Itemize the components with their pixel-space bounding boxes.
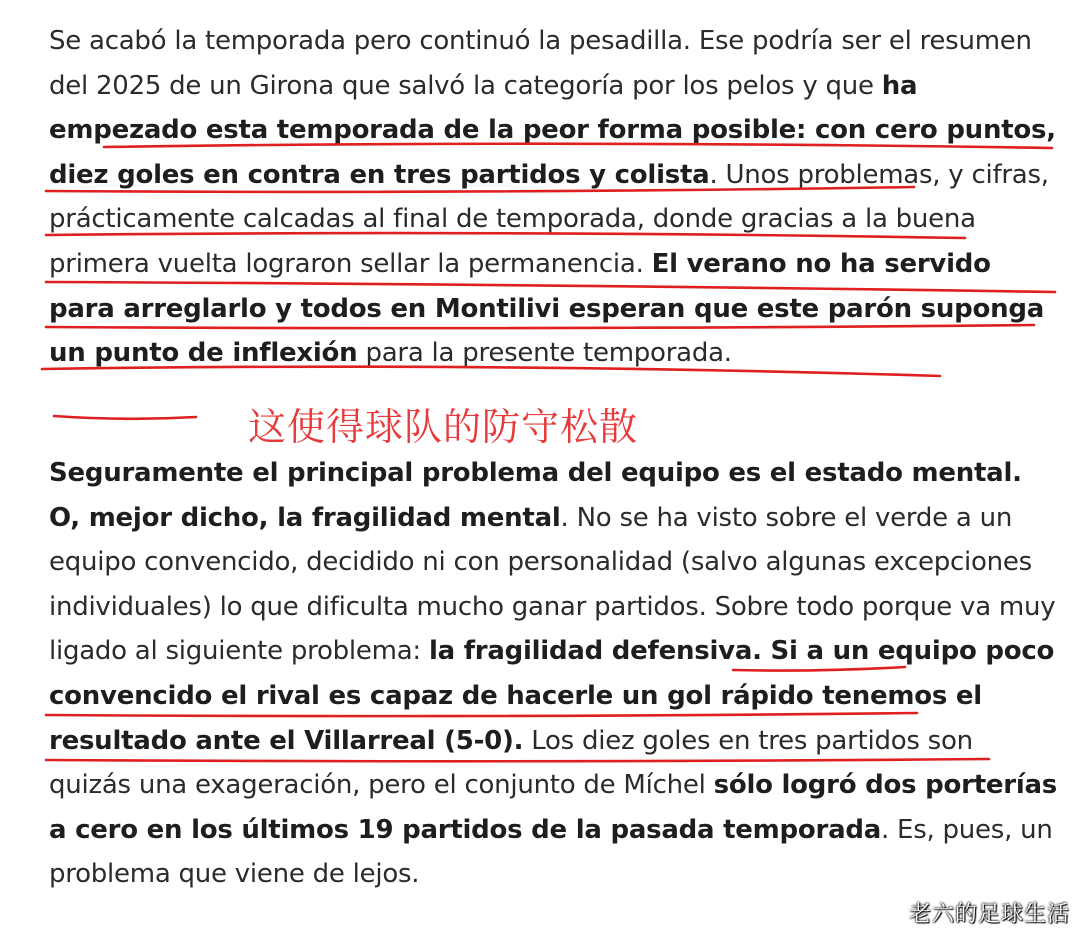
p2-bold-2: la fragilidad defensiva. Si a un equipo poco convencido el rival es capaz de hacerle un gol rápido tenemos el resultado ante el Villarreal (5-0). (49, 636, 1055, 756)
underline-mark (54, 416, 196, 419)
p2-text-2: Los diez goles en tres partidos son quizás una exageración, pero el conjunto de Míchel (49, 725, 973, 801)
p2-bold-1: Seguramente el principal problema del equipo es el estado mental. O, mejor dicho, la fragilidad mental (49, 458, 1022, 533)
p2-text-3: . Es, pues, un problema que viene de lejos. (49, 814, 1053, 890)
p1-text-1: Se acabó la temporada pero continuó la pesadilla. Ese podría ser el resumen del 2025 de un Girona que salvó la categoría por los pelos y que (49, 26, 1032, 101)
p2-text-1: . No se ha visto sobre el verde a un equipo convencido, decidido ni con personalidad (salvo algunas excepciones individuales) lo que dificulta mucho ganar partidos. Sobre todo porque va muy ligado al siguiente problema: (49, 502, 1056, 667)
paragraph-2 (49, 451, 1059, 897)
watermark: 老六的足球生活 (908, 902, 1070, 927)
p1-bold-1: ha empezado esta temporada de la peor forma posible: con cero puntos, diez goles en contra en tres partidos y colista (49, 70, 1056, 190)
handwritten-annotation: 这使得球队的防守松散 (248, 405, 639, 449)
p1-bold-2: El verano no ha servido para arreglarlo y todos en Montilivi esperan que este parón suponga un punto de inflexión (49, 248, 1045, 369)
p1-text-3: para la presente temporada. (357, 338, 732, 369)
p2-bold-3: sólo logró dos porterías a cero en los últimos 19 partidos de la pasada temporada (49, 770, 1058, 845)
paragraph-1 (49, 19, 1059, 376)
p1-text-2: . Unos problemas, y cifras, prácticamente calcadas al final de temporada, donde gracias a la buena primera vuelta lograron sellar la permanencia. (49, 159, 1049, 279)
